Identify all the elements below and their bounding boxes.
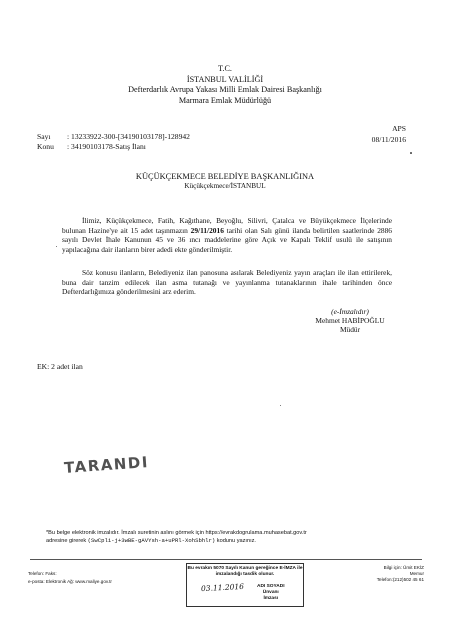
footer-info-role: Memur (409, 571, 424, 577)
body-paragraph-1 (62, 216, 392, 254)
attachment-note: EK: 2 adet ilan (37, 362, 83, 371)
signature-note: (e-İmzalıdır) (331, 307, 369, 316)
verification-footnote (46, 530, 396, 546)
sayi-colon: : (67, 132, 72, 141)
paragraph-1-text-a: İlimiz, Küçükçekmece, Fatih, Kağıthane, Beyoğlu, Silivri, Çatalca ve Büyükçekmece İlçelerinde bulunan Hazine'ye ait 15 adet taşınmazın (62, 216, 392, 235)
konu-colon: : (67, 142, 72, 151)
footer-phone-fax: Telefon: Faks: (28, 571, 57, 576)
meta-sayi-row (37, 132, 190, 142)
signature-name: Mehmet HABİPOĞLU (315, 316, 385, 326)
konu-label: Konu (37, 142, 54, 151)
header-directorate: Marmara Emlak Müdürlüğü (178, 95, 272, 105)
footer-contact-left (28, 571, 112, 585)
signature-title: Müdür (339, 325, 361, 335)
tender-date: 29/11/2016 (190, 225, 224, 235)
header-block (0, 64, 450, 106)
esign-title: Bu evrakın 5070 Sayılı Kanun gereğince E-İMZA ile imzalandığı tasdik olunur. (187, 566, 303, 577)
esign-name-field: ADI SOYADI (257, 584, 285, 589)
footer-info-person: Bilgi için: Ümit EKİZ (383, 565, 424, 570)
konu-value: 34190103178-Satış İlanı (71, 142, 146, 151)
header-governorship: İSTANBUL VALİLİĞİ (186, 74, 264, 84)
footer-divider (30, 559, 422, 560)
esign-certification-box (186, 563, 304, 607)
verification-code: (SwCpli-j+3wBE-gAVYsh-a+uPRl-XohSbhlr) (87, 537, 216, 545)
esign-role-field: Ünvanı (262, 590, 279, 595)
footnote-line-2 (46, 537, 396, 545)
header-department: Defterdarlık Avrupa Yakası Milli Emlak Dairesi Başkanlığı (128, 85, 322, 94)
footnote-line-1: *Bu belge elektronik imzalıdır. İmzalı suretinin aslını görmek için https://evrakdogrulama.muhasebat.gov.tr (46, 530, 307, 536)
scan-speck (56, 246, 57, 247)
footer-email-web: e-posta: Elektronik Ağ: www.maliye.gov.tr (28, 579, 112, 585)
body-paragraph-2: Söz konusu ilanların, Belediyeniz ilan panosuna asılarak Belediyeniz yayın araçları ile ilan ettirilerek, buna dair tanzim edilecek ilan asma tutanağı ve yayınlanma tutanaklarının ihale tarihinden önce Defterdarlığımıza gönderilmesini arz ederim. (62, 268, 392, 297)
sayi-label: Sayı (37, 132, 51, 141)
sayi-value: 13233922-300-[34190103178]-128942 (71, 132, 190, 141)
paragraph-1-text-b: tarihi olan Salı günü ilanda belirtilen saatlerinde 2886 sayılı Devlet İhale Kanunun 45 ve 36 ıncı maddelerine göre Açık ve Kapalı Teklif usulü ile satışının yapılacağına dair ilanların birer adedi ekte gönderilmiştir. (62, 225, 392, 254)
esign-signature-field: İmzası (263, 596, 279, 601)
footer-info-phone: Telefon:(212)502 45 61 (376, 577, 424, 583)
footer-contact-right (377, 565, 424, 584)
meta-konu-row (37, 142, 146, 152)
meta-code: APS (392, 124, 406, 133)
scan-speck (280, 405, 281, 406)
scan-speck (410, 152, 412, 154)
addressee-subtitle: Küçükçekmece/İSTANBUL (184, 182, 266, 190)
esign-fields (257, 584, 285, 602)
meta-date: 08/11/2016 (371, 135, 406, 144)
tarandi-stamp: TARANDI (63, 453, 150, 477)
footnote-line-2-a: adresine girerek (46, 538, 88, 545)
addressee-title: KÜÇÜKÇEKMECE BELEDİYE BAŞKANLIĞINA (135, 172, 315, 181)
esign-handwritten-date: 03.11.2016 (200, 581, 245, 594)
header-tc: T.C. (218, 64, 232, 73)
signature-block (290, 307, 410, 335)
footnote-line-2-b: kodunu yazınız. (215, 538, 256, 545)
